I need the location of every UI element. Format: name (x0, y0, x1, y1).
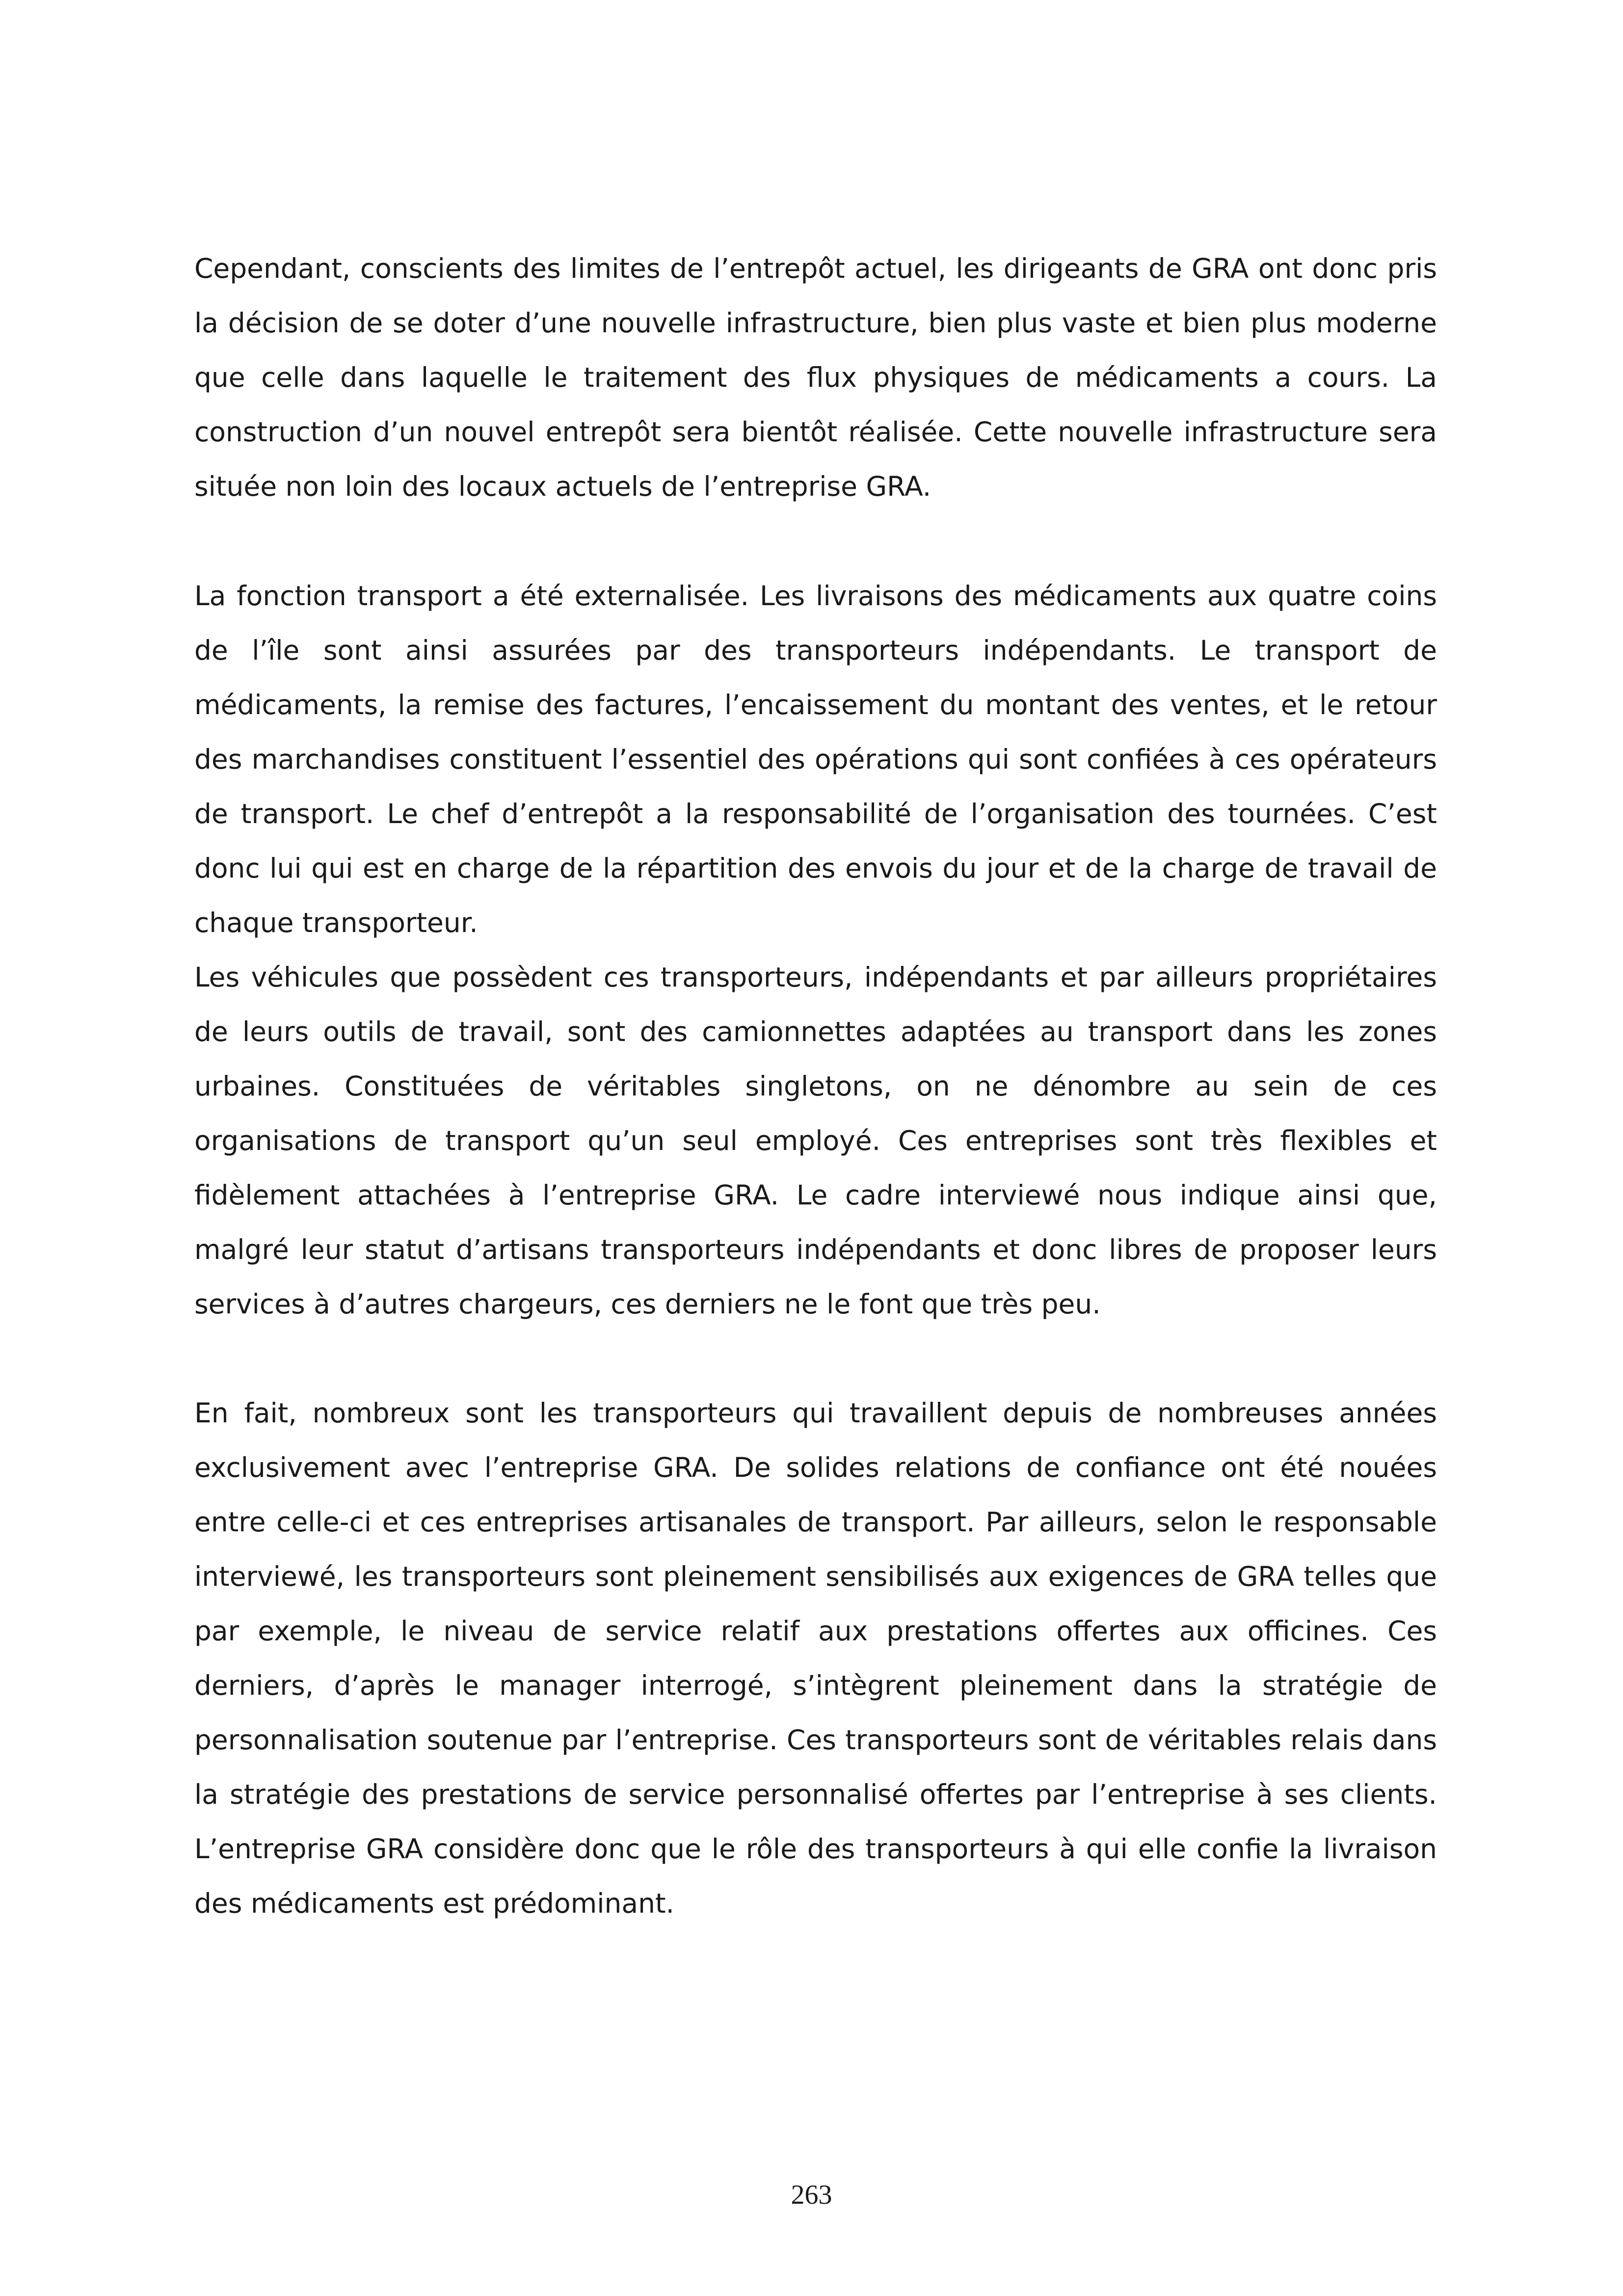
paragraph-carrier-vehicles: Les véhicules que possèdent ces transporteurs, indépendants et par ailleurs propriétaires de leurs outils de travail, sont des camionnettes adaptées au transport dans les zones urbaines. Constituées de véritables singletons, on ne dénombre au sein de ces organisations de transport qu’un seul employé. Ces entreprises sont très flexibles et fidèlement attachées à l’entreprise GRA. Le cadre interviewé nous indique ainsi que, malgré leur statut d’artisans transporteurs indépendants et donc libres de proposer leurs services à d’autres chargeurs, ces derniers ne le font que très peu. (194, 961, 1437, 1320)
paragraph-new-warehouse: Cependant, conscients des limites de l’entrepôt actuel, les dirigeants de GRA ont donc pris la décision de se doter d’une nouvelle infrastructure, bien plus vaste et bien plus moderne que celle dans laquelle le traitement des flux physiques de médicaments a cours. La construction d’un nouvel entrepôt sera bientôt réalisée. Cette nouvelle infrastructure sera située non loin des locaux actuels de l’entreprise GRA. (194, 253, 1437, 502)
paragraph-carrier-relations: En fait, nombreux sont les transporteurs qui travaillent depuis de nombreuses années exclusivement avec l’entreprise GRA. De solides relations de confiance ont été nouées entre celle-ci et ces entreprises artisanales de transport. Par ailleurs, selon le responsable interviewé, les transporteurs sont pleinement sensibilisés aux exigences de GRA telles que par exemple, le niveau de service relatif aux prestations offertes aux officines. Ces derniers, d’après le manager interrogé, s’intègrent pleinement dans la stratégie de personnalisation soutenue par l’entreprise. Ces transporteurs sont de véritables relais dans la stratégie des prestations de service personnalisé offertes par l’entreprise à ses clients. L’entreprise GRA considère donc que le rôle des transporteurs à qui elle confie la livraison des médicaments est prédominant. (194, 1397, 1437, 1919)
paragraph-transport-outsourcing: La fonction transport a été externalisée. Les livraisons des médicaments aux quatre coins de l’île sont ainsi assurées par des transporteurs indépendants. Le transport de médicaments, la remise des factures, l’encaissement du montant des ventes, et le retour des marchandises constituent l’essentiel des opérations qui sont confiées à ces opérateurs de transport. Le chef d’entrepôt a la responsabilité de l’organisation des tournées. C’est donc lui qui est en charge de la répartition des envois du jour et de la charge de travail de chaque transporteur. (194, 580, 1437, 938)
page-number: 263 (791, 2180, 832, 2210)
